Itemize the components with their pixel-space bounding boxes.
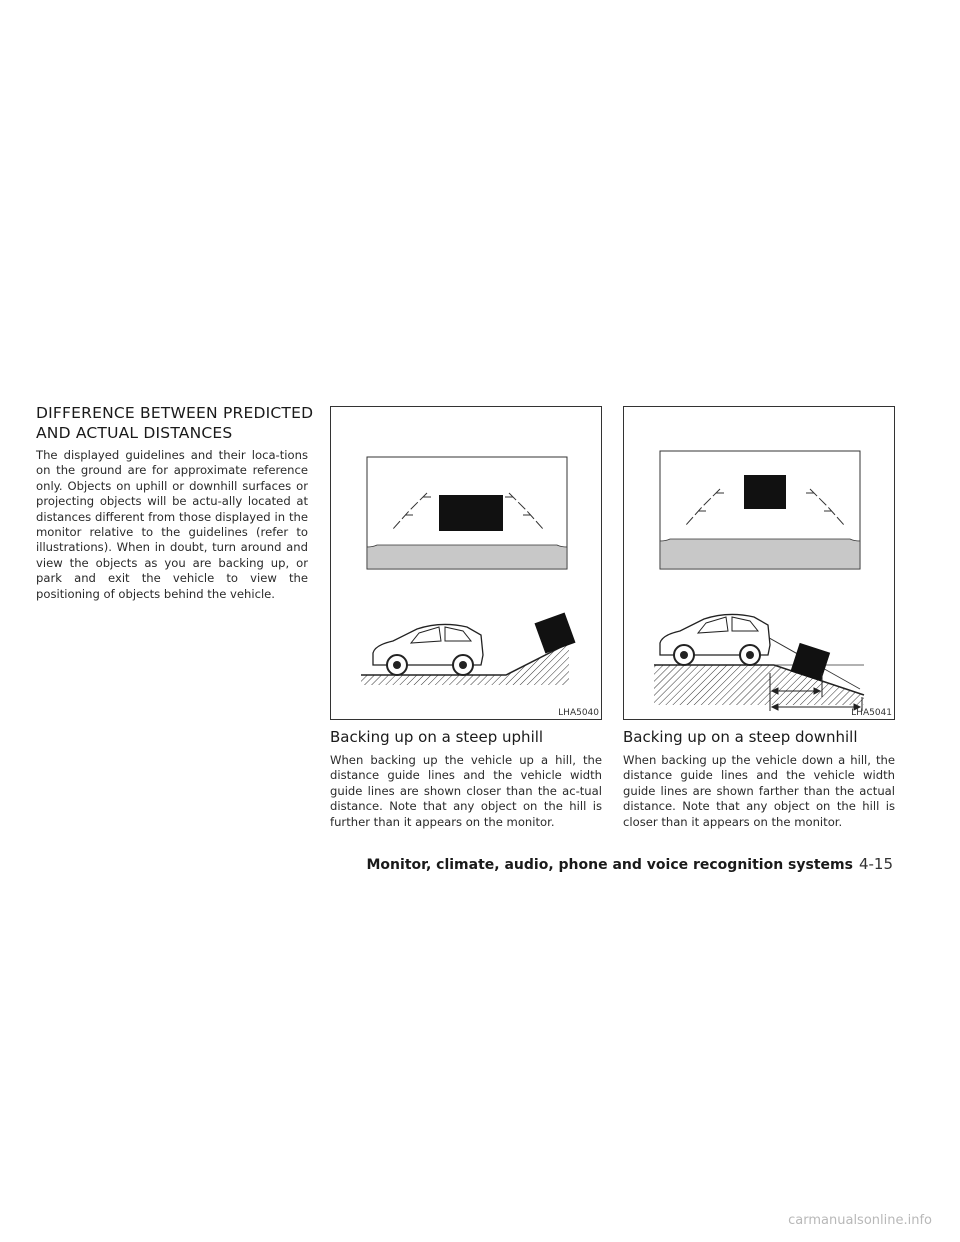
vehicle-icon	[373, 624, 483, 675]
uphill-heading: Backing up on a steep uphill	[330, 728, 544, 746]
object-box	[439, 495, 503, 531]
vehicle-icon	[660, 614, 770, 665]
uphill-illustration	[331, 407, 601, 719]
uphill-paragraph: When backing up the vehicle up a hill, the distance guide lines and the vehicle width guide lines are shown closer than the ac-tual distance. Note that any object on the hill is further than it appears on the monitor.	[330, 753, 602, 829]
downhill-heading: Backing up on a steep downhill	[623, 728, 858, 746]
monitor-display	[660, 451, 860, 569]
object-box	[744, 475, 786, 509]
watermark: carmanualsonline.info	[788, 1213, 932, 1228]
section-heading	[36, 403, 316, 443]
downhill-ground	[654, 665, 864, 705]
footer-section-title: Monitor, climate, audio, phone and voice recognition systems	[366, 857, 853, 873]
intro-paragraph: The displayed guidelines and their loca-tions on the ground are for approximate reference only. Objects on uphill or downhill surfaces or projecting objects will be actu-ally located at distances different from those displayed in the monitor relative to the guidelines (refer to illustrations). When in doubt, turn around and view the objects as you are backing up, or park and exit the vehicle to view the positioning of objects behind the vehicle.	[36, 448, 308, 601]
figure-code: LHA5040	[558, 708, 599, 718]
figure-code: LHA5041	[851, 708, 892, 718]
figure-uphill	[330, 406, 602, 720]
page-number: 4-15	[858, 855, 893, 873]
downhill-illustration	[624, 407, 894, 719]
section-heading-line1: DIFFERENCE BETWEEN PREDICTED	[36, 404, 314, 422]
figure-downhill	[623, 406, 895, 720]
monitor-display	[367, 457, 567, 569]
downhill-paragraph: When backing up the vehicle down a hill, the distance guide lines and the vehicle width guide lines are shown farther than the actual distance. Note that any object on the hill is closer than it appears on the monitor.	[623, 753, 895, 829]
section-heading-line2: AND ACTUAL DISTANCES	[36, 424, 233, 442]
obstacle-block	[534, 612, 575, 653]
page-footer	[367, 855, 894, 873]
